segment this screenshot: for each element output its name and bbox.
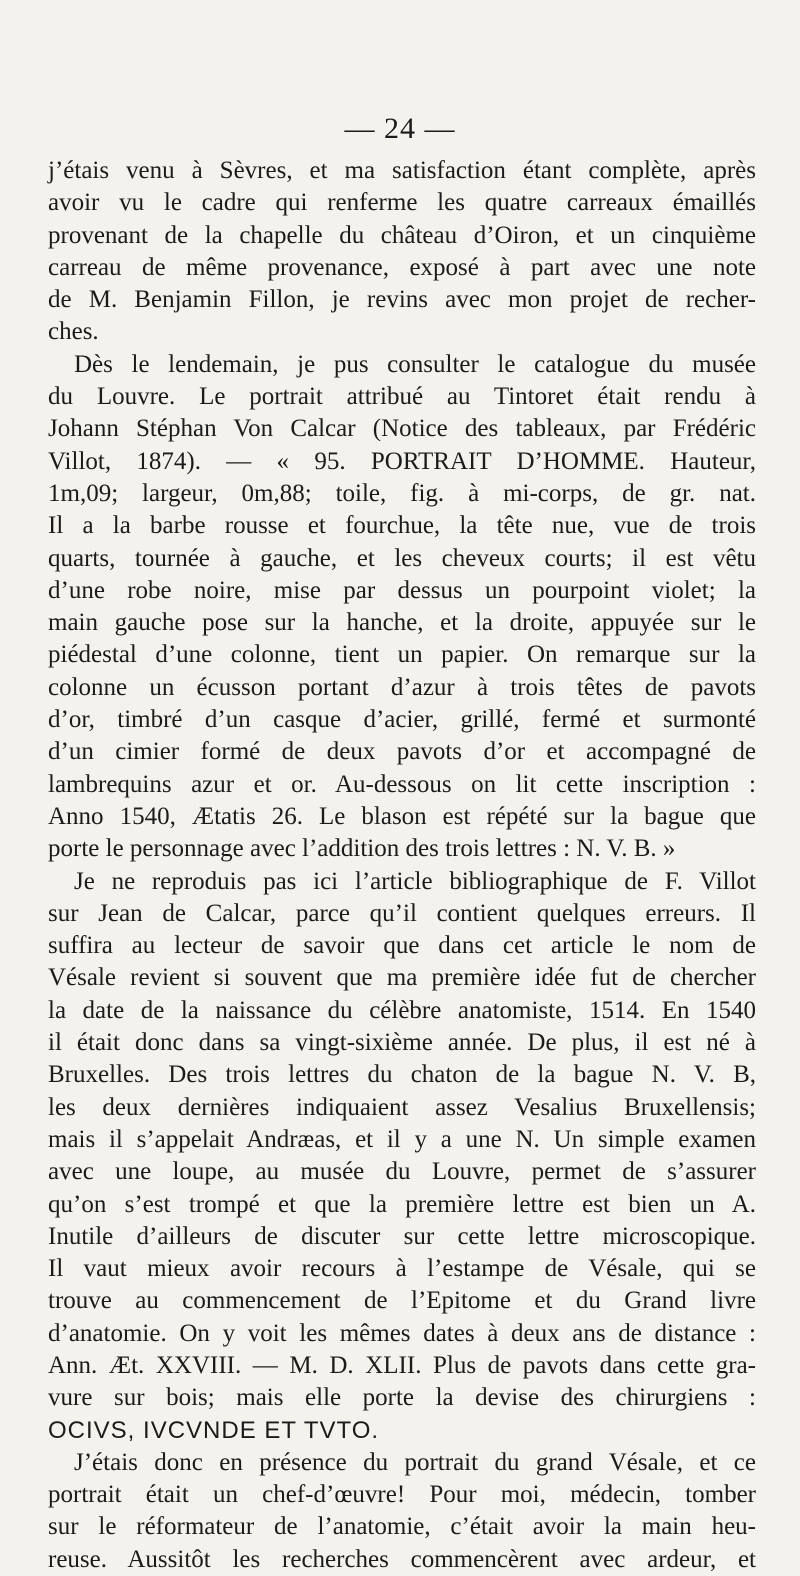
- text-line: Inutile d’ailleurs de discuter sur cette lettre microscopique.: [48, 1222, 756, 1250]
- text-line: mais il s’appelait Andræas, et il y a une N. Un simple examen: [48, 1125, 756, 1153]
- text-line: Vésale revient si souvent que ma première idée fut de chercher: [48, 964, 756, 992]
- paragraph-3: [48, 866, 756, 1447]
- paragraph-2: [48, 349, 756, 866]
- text-line: sur le réformateur de l’anatomie, c’était avoir la main heu-: [48, 1513, 756, 1541]
- text-line: Anno 1540, Ætatis 26. Le blason est répété sur la bague que: [48, 802, 756, 830]
- text-line: provenant de la chapelle du château d’Oiron, et un cinquième: [48, 221, 756, 249]
- text-line: de M. Benjamin Fillon, je revins avec mon projet de recher-: [48, 286, 756, 314]
- text-line: Il a la barbe rousse et fourchue, la tête nue, vue de trois: [48, 512, 756, 540]
- text-line: Bruxelles. Des trois lettres du chaton de la bague N. V. B,: [48, 1061, 756, 1089]
- text-line: reuse. Aussitôt les recherches commencèrent avec ardeur, et: [48, 1545, 756, 1573]
- text-line: J’étais donc en présence du portrait du grand Vésale, et ce: [74, 1448, 756, 1476]
- text-line: vure sur bois; mais elle porte la devise des chirurgiens :: [48, 1384, 756, 1412]
- text-line: porte le personnage avec l’addition des trois lettres : N. V. B. »: [48, 835, 676, 863]
- text-line: d’or, timbré d’un casque d’acier, grillé, fermé et surmonté: [48, 706, 756, 734]
- text-line: quarts, tournée à gauche, et les cheveux courts; il est vêtu: [48, 544, 756, 572]
- text-line: Il vaut mieux avoir recours à l’estampe de Vésale, qui se: [48, 1255, 756, 1283]
- text-line: suffira au lecteur de savoir que dans cet article le nom de: [48, 932, 756, 960]
- surgeons-motto: OCIVS, IVCVNDE ET TVTO.: [48, 1416, 380, 1444]
- text-line: du Louvre. Le portrait attribué au Tintoret était rendu à: [48, 383, 756, 411]
- text-line: avoir vu le cadre qui renferme les quatre carreaux émaillés: [48, 189, 756, 217]
- text-line: d’anatomie. On y voit les mêmes dates à deux ans de distance :: [48, 1319, 756, 1347]
- text-line: d’un cimier formé de deux pavots d’or et accompagné de: [48, 738, 756, 766]
- text-line: main gauche pose sur la hanche, et la droite, appuyée sur le: [48, 609, 756, 637]
- paragraph-1: [48, 155, 756, 349]
- text-line: 1m,09; largeur, 0m,88; toile, fig. à mi-corps, de gr. nat.: [48, 479, 756, 507]
- text-line: Dès le lendemain, je pus consulter le catalogue du musée: [74, 350, 756, 378]
- text-line: la date de la naissance du célèbre anatomiste, 1514. En 1540: [48, 996, 756, 1024]
- text-line: d’une robe noire, mise par dessus un pourpoint violet; la: [48, 576, 756, 604]
- text-line: Johann Stéphan Von Calcar (Notice des tableaux, par Frédéric: [48, 415, 756, 443]
- text-line: Villot, 1874). — « 95. PORTRAIT D’HOMME. Hauteur,: [48, 447, 756, 475]
- text-line: les deux dernières indiquaient assez Vesalius Bruxellensis;: [48, 1093, 756, 1121]
- text-line: sur Jean de Calcar, parce qu’il contient quelques erreurs. Il: [48, 899, 756, 927]
- text-line: piédestal d’une colonne, tient un papier. On remarque sur la: [48, 641, 756, 669]
- text-line: Je ne reproduis pas ici l’article bibliographique de F. Villot: [74, 867, 756, 895]
- text-line: avec une loupe, au musée du Louvre, permet de s’assurer: [48, 1158, 756, 1186]
- text-line: qu’on s’est trompé et que la première lettre est bien un A.: [48, 1190, 756, 1218]
- body-text: [48, 155, 756, 1576]
- text-line: ches.: [48, 318, 99, 346]
- text-line: il était donc dans sa vingt-sixième année. De plus, il est né à: [48, 1029, 756, 1057]
- text-line: portrait était un chef-d’œuvre! Pour moi, médecin, tomber: [48, 1481, 756, 1509]
- paragraph-4: [48, 1447, 756, 1576]
- text-line: colonne un écusson portant d’azur à trois têtes de pavots: [48, 673, 756, 701]
- text-line: Ann. Æt. XXVIII. — M. D. XLII. Plus de pavots dans cette gra-: [48, 1351, 756, 1379]
- text-line: trouve au commencement de l’Epitome et du Grand livre: [48, 1287, 756, 1315]
- text-line: j’étais venu à Sèvres, et ma satisfaction étant complète, après: [48, 157, 756, 184]
- page-number: — 24 —: [344, 112, 456, 145]
- text-line: carreau de même provenance, exposé à part avec une note: [48, 253, 756, 281]
- text-line: lambrequins azur et or. Au-dessous on lit cette inscription :: [48, 770, 756, 798]
